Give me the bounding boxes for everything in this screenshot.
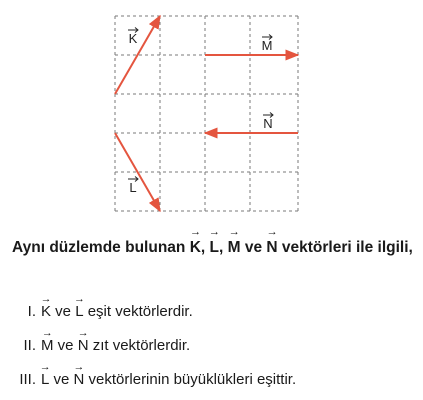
question-text: Aynı düzlemde bulunan → K, → L, → M ve → N vektörleri ile ilgili, [12, 235, 417, 260]
statement-number: II. [23, 337, 36, 354]
statement-2: II.→ M ve → N zıt vektörlerdir. [0, 336, 190, 356]
vector-n-symbol: → N [266, 235, 277, 260]
statement-number: III. [19, 371, 36, 388]
statement-1: I.→ K ve → L eşit vektörlerdir. [0, 302, 193, 322]
statement-number: I. [27, 303, 36, 320]
statement-vector-a: → K [41, 302, 51, 322]
vector-m-symbol: → M [228, 235, 241, 260]
vector-l-label: L [129, 180, 137, 195]
vector-k-label: K [128, 31, 138, 46]
statement-3: III.→ L ve → N vektörlerinin büyüklükleri eşittir. [0, 370, 296, 390]
statement-vector-b: → N [74, 370, 85, 390]
statement-vector-b: → L [75, 302, 83, 322]
statement-vector-b: → N [78, 336, 89, 356]
statement-vector-a: → L [41, 370, 49, 390]
vector-m-label: M [261, 38, 273, 53]
vector-k-symbol: → K [190, 235, 201, 260]
statement-vector-a: → M [41, 336, 54, 356]
vector-l-symbol: → L [210, 235, 219, 260]
vector-n-label: N [263, 116, 273, 131]
